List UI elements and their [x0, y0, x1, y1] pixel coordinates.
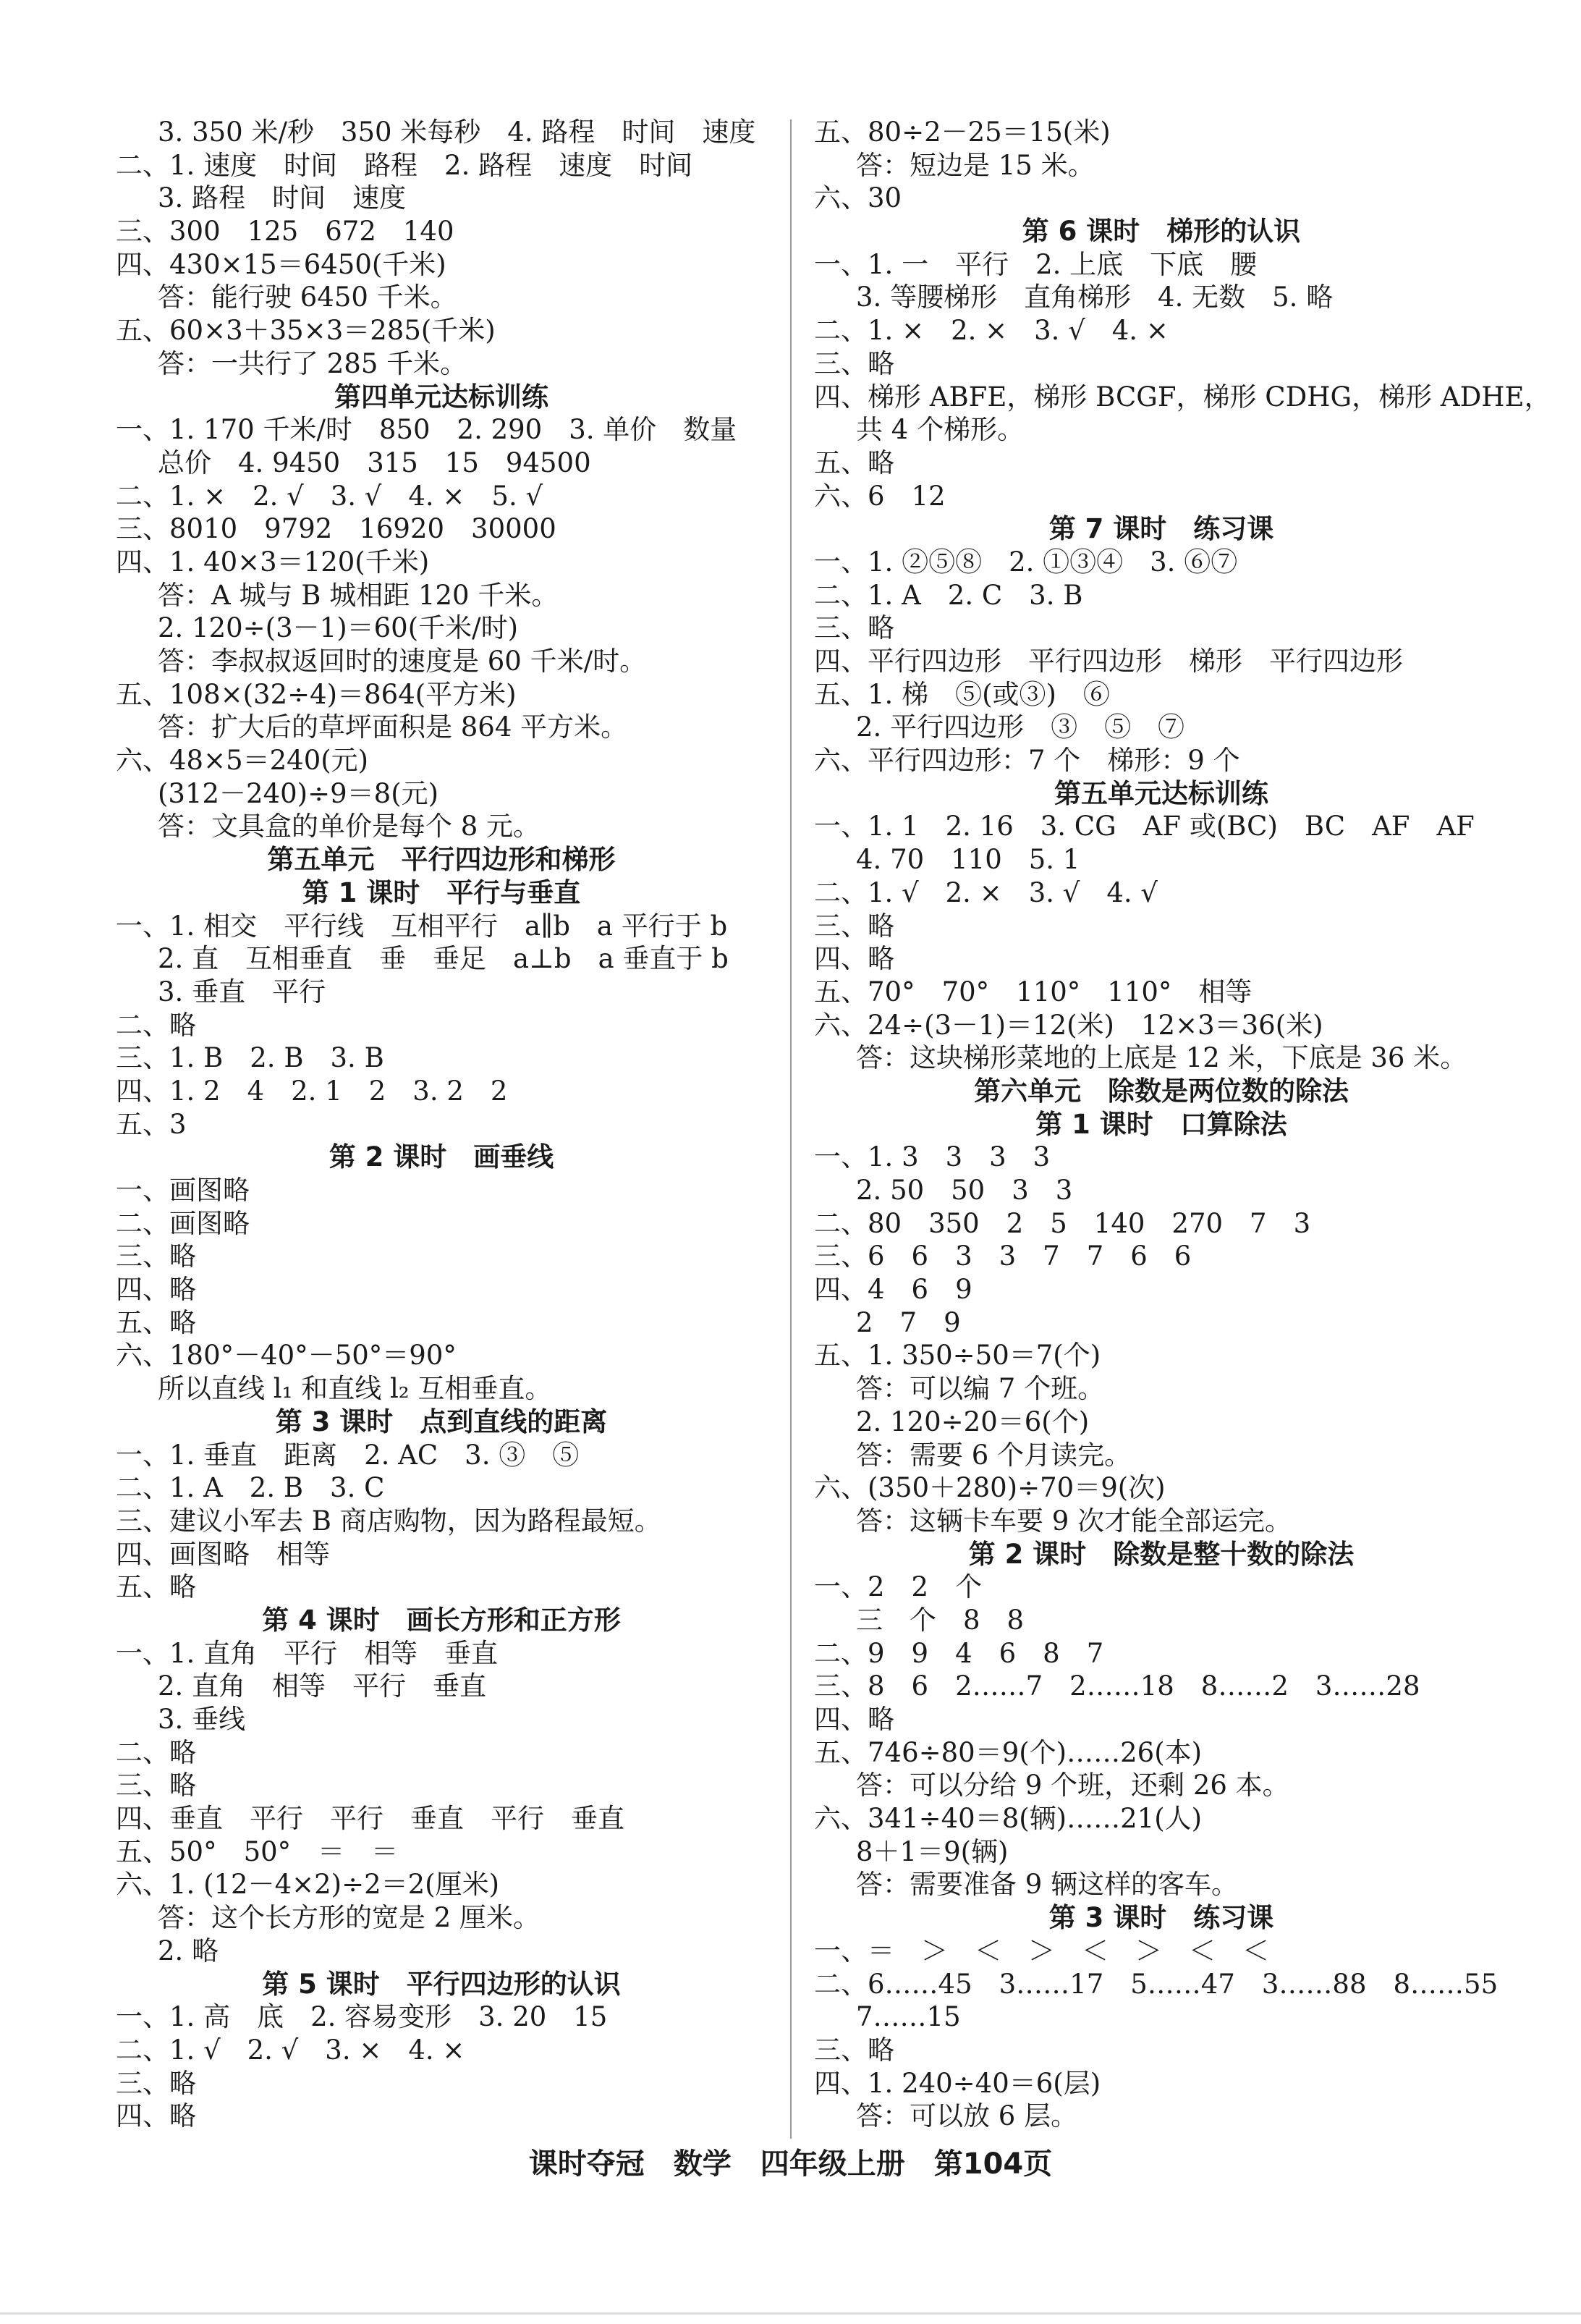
answer-line: 答：需要准备 9 辆这样的客车。	[856, 1869, 1239, 1901]
answer-line: 一、1. 相交 平行线 互相平行 a∥b a 平行于 b	[116, 910, 728, 942]
answer-line: 五、1. 350÷50＝7(个)	[814, 1340, 1101, 1372]
answer-line: 五、略	[116, 1306, 196, 1338]
answer-line: 二、9 9 4 6 8 7	[814, 1637, 1104, 1669]
answer-line: 四、梯形 ABFE，梯形 BCGF，梯形 CDHG，梯形 ADHE，	[814, 381, 1551, 413]
section-heading: 第六单元 除数是两位数的除法	[974, 1075, 1349, 1107]
answer-line: 四、垂直 平行 平行 垂直 平行 垂直	[116, 1803, 624, 1835]
section-heading: 第 1 课时 口算除法	[1035, 1108, 1287, 1140]
answer-line: 三、6 6 3 3 7 7 6 6	[814, 1241, 1192, 1272]
column-divider	[790, 119, 792, 2139]
answer-line: 答：文具盒的单价是每个 8 元。	[158, 811, 541, 842]
answer-line: 答：短边是 15 米。	[856, 149, 1095, 181]
answer-line: 六、48×5＝240(元)	[116, 745, 369, 777]
answer-line: (312－240)÷9＝8(元)	[158, 777, 439, 809]
answer-line: 五、略	[814, 447, 894, 478]
answer-line: 答：扩大后的草坪面积是 864 平方米。	[158, 711, 628, 743]
answer-line: 总价 4. 9450 315 15 94500	[158, 447, 591, 478]
answer-line: 答：A 城与 B 城相距 120 千米。	[158, 579, 559, 611]
answer-line: 3. 垂直 平行	[158, 976, 326, 1007]
answer-line: 答：能行驶 6450 千米。	[158, 282, 457, 313]
answer-line: 二、1. √ 2. √ 3. × 4. ×	[116, 2034, 465, 2066]
answer-line: 一、＝ ＞ ＜ ＞ ＜ ＞ ＜ ＜	[814, 1935, 1269, 1966]
answer-line: 3. 垂线	[158, 1704, 246, 1735]
answer-line: 四、1. 240÷40＝6(层)	[814, 2067, 1101, 2099]
answer-line: 7……15	[856, 2001, 961, 2033]
answer-line: 五、50° 50° ＝ ＝	[116, 1835, 399, 1867]
answer-line: 一、1. 1 2. 16 3. CG AF 或(BC) BC AF AF	[814, 811, 1475, 842]
answer-line: 五、60×3＋35×3＝285(千米)	[116, 315, 496, 347]
bottom-rule	[0, 2312, 1581, 2315]
answer-line: 二、1. 速度 时间 路程 2. 路程 速度 时间	[116, 149, 693, 181]
answer-line: 二、略	[116, 1009, 196, 1041]
answer-line: 二、6……45 3……17 5……47 3……88 8……55	[814, 1968, 1499, 2000]
answer-line: 二、画图略	[116, 1207, 250, 1239]
answer-line: 2 7 9	[856, 1306, 961, 1338]
answer-line: 2. 略	[158, 1935, 219, 1966]
answer-line: 一、1. 高 底 2. 容易变形 3. 20 15	[116, 2001, 608, 2033]
section-heading: 第五单元达标训练	[1054, 777, 1268, 809]
page-footer: 课时夺冠 数学 四年级上册 第104页	[528, 2147, 1053, 2181]
answer-line: 五、3	[116, 1108, 187, 1140]
answer-line: 三、略	[116, 2067, 196, 2099]
section-heading: 第 6 课时 梯形的认识	[1022, 216, 1301, 248]
answer-line: 二、1. × 2. √ 3. √ 4. × 5. √	[116, 480, 543, 512]
answer-line: 共 4 个梯形。	[856, 414, 1025, 446]
answer-line: 三、略	[814, 910, 894, 942]
answer-line: 五、1. 梯 ⑤(或③) ⑥	[814, 678, 1110, 710]
answer-line: 四、430×15＝6450(千米)	[116, 248, 446, 280]
answer-line: 六、6 12	[814, 480, 946, 512]
answer-line: 二、1. A 2. B 3. C	[116, 1472, 385, 1504]
answer-line: 三、8 6 2……7 2……18 8……2 3……28	[814, 1670, 1420, 1702]
section-heading: 第 2 课时 除数是整十数的除法	[968, 1538, 1355, 1570]
answer-line: 三、300 125 672 140	[116, 216, 454, 248]
answer-line: 四、略	[116, 1274, 196, 1306]
answer-line: 一、1. 3 3 3 3	[814, 1141, 1051, 1173]
answer-line: 2. 50 50 3 3	[856, 1175, 1073, 1206]
answer-line: 3. 等腰梯形 直角梯形 4. 无数 5. 略	[856, 282, 1334, 313]
answer-line: 五、746÷80＝9(个)……26(本)	[814, 1736, 1203, 1768]
answer-line: 一、1. ②⑤⑧ 2. ①③④ 3. ⑥⑦	[814, 546, 1238, 578]
answer-line: 二、1. A 2. C 3. B	[814, 579, 1083, 611]
answer-line: 一、1. 直角 平行 相等 垂直	[116, 1637, 499, 1669]
section-heading: 第 1 课时 平行与垂直	[302, 876, 581, 908]
section-heading: 第 3 课时 点到直线的距离	[275, 1406, 608, 1437]
answer-line: 答：这个长方形的宽是 2 厘米。	[158, 1902, 541, 1934]
answer-line: 六、1. (12－4×2)÷2＝2(厘米)	[116, 1869, 500, 1901]
answer-line: 五、略	[116, 1571, 196, 1603]
answer-line: 2. 120÷20＝6(个)	[856, 1406, 1090, 1437]
answer-line: 答：可以放 6 层。	[856, 2100, 1078, 2132]
answer-line: 六、180°－40°－50°＝90°	[116, 1340, 457, 1372]
answer-line: 四、略	[814, 943, 894, 975]
answer-line: 四、4 6 9	[814, 1274, 972, 1306]
answer-line: 四、平行四边形 平行四边形 梯形 平行四边形	[814, 646, 1403, 677]
answer-line: 五、80÷2－25＝15(米)	[814, 117, 1111, 148]
answer-line: 四、略	[814, 1704, 894, 1735]
section-heading: 第 4 课时 画长方形和正方形	[262, 1604, 621, 1636]
answer-line: 三 个 8 8	[856, 1604, 1025, 1636]
answer-line: 4. 70 110 5. 1	[856, 844, 1080, 876]
answer-line: 3. 路程 时间 速度	[158, 182, 407, 214]
answer-line: 四、1. 2 4 2. 1 2 3. 2 2	[116, 1075, 508, 1107]
answer-line: 一、画图略	[116, 1175, 250, 1206]
answer-line: 答：李叔叔返回时的速度是 60 千米/时。	[158, 646, 647, 677]
answer-line: 答：这辆卡车要 9 次才能全部运完。	[856, 1505, 1292, 1537]
answer-line: 答：一共行了 285 千米。	[158, 347, 467, 379]
answer-line: 8＋1＝9(辆)	[856, 1835, 1009, 1867]
answer-line: 2. 平行四边形 ③ ⑤ ⑦	[856, 711, 1185, 743]
section-heading: 第 7 课时 练习课	[1048, 513, 1274, 545]
answer-line: 三、略	[814, 2034, 894, 2066]
section-heading: 第四单元达标训练	[334, 381, 548, 413]
section-heading: 第五单元 平行四边形和梯形	[267, 844, 616, 876]
answer-line: 所以直线 l₁ 和直线 l₂ 互相垂直。	[158, 1373, 552, 1405]
answer-line: 三、略	[814, 612, 894, 644]
answer-line: 一、2 2 个	[814, 1571, 983, 1603]
answer-line: 四、画图略 相等	[116, 1538, 330, 1570]
answer-line: 五、70° 70° 110° 110° 相等	[814, 976, 1252, 1007]
answer-column-left	[116, 116, 767, 2133]
section-heading: 第 5 课时 平行四边形的认识	[262, 1968, 621, 2000]
answer-line: 3. 350 米/秒 350 米每秒 4. 路程 时间 速度	[158, 117, 756, 148]
answer-line: 一、1. 170 千米/时 850 2. 290 3. 单价 数量	[116, 414, 737, 446]
answer-line: 六、30	[814, 182, 902, 214]
answer-line: 答：可以分给 9 个班，还剩 26 本。	[856, 1770, 1289, 1801]
answer-column-right	[814, 116, 1551, 2133]
answer-line: 四、1. 40×3＝120(千米)	[116, 546, 430, 578]
answer-line: 2. 直角 相等 平行 垂直	[158, 1670, 487, 1702]
answer-line: 三、8010 9792 16920 30000	[116, 513, 556, 545]
answer-line: 二、1. √ 2. × 3. √ 4. √	[814, 876, 1158, 908]
answer-line: 2. 120÷(3－1)＝60(千米/时)	[158, 612, 519, 644]
answer-line: 四、略	[116, 2100, 196, 2132]
answer-line: 二、略	[116, 1736, 196, 1768]
answer-line: 2. 直 互相垂直 垂 垂足 a⊥b a 垂直于 b	[158, 943, 729, 975]
answer-line: 二、1. × 2. × 3. √ 4. ×	[814, 315, 1169, 347]
answer-line: 答：可以编 7 个班。	[856, 1373, 1105, 1405]
section-heading: 第 3 课时 练习课	[1048, 1902, 1274, 1934]
answer-line: 五、108×(32÷4)＝864(平方米)	[116, 678, 517, 710]
answer-line: 一、1. 垂直 距离 2. AC 3. ③ ⑤	[116, 1439, 580, 1471]
answer-line: 三、1. B 2. B 3. B	[116, 1042, 384, 1074]
answer-line: 三、建议小军去 B 商店购物，因为路程最短。	[116, 1505, 661, 1537]
section-heading: 第 2 课时 画垂线	[329, 1141, 554, 1173]
answer-line: 答：需要 6 个月读完。	[856, 1439, 1132, 1471]
answer-line: 六、平行四边形：7 个 梯形：9 个	[814, 745, 1240, 777]
answer-line: 一、1. 一 平行 2. 上底 下底 腰	[814, 248, 1258, 280]
answer-line: 三、略	[116, 1241, 196, 1272]
answer-line: 答：这块梯形菜地的上底是 12 米，下底是 36 米。	[856, 1042, 1467, 1074]
answer-line: 二、80 350 2 5 140 270 7 3	[814, 1207, 1311, 1239]
answer-line: 三、略	[814, 347, 894, 379]
answer-line: 六、24÷(3－1)＝12(米) 12×3＝36(米)	[814, 1009, 1323, 1041]
answer-line: 六、341÷40＝8(辆)……21(人)	[814, 1803, 1203, 1835]
answer-line: 三、略	[116, 1770, 196, 1801]
answer-line: 六、(350＋280)÷70＝9(次)	[814, 1472, 1166, 1504]
